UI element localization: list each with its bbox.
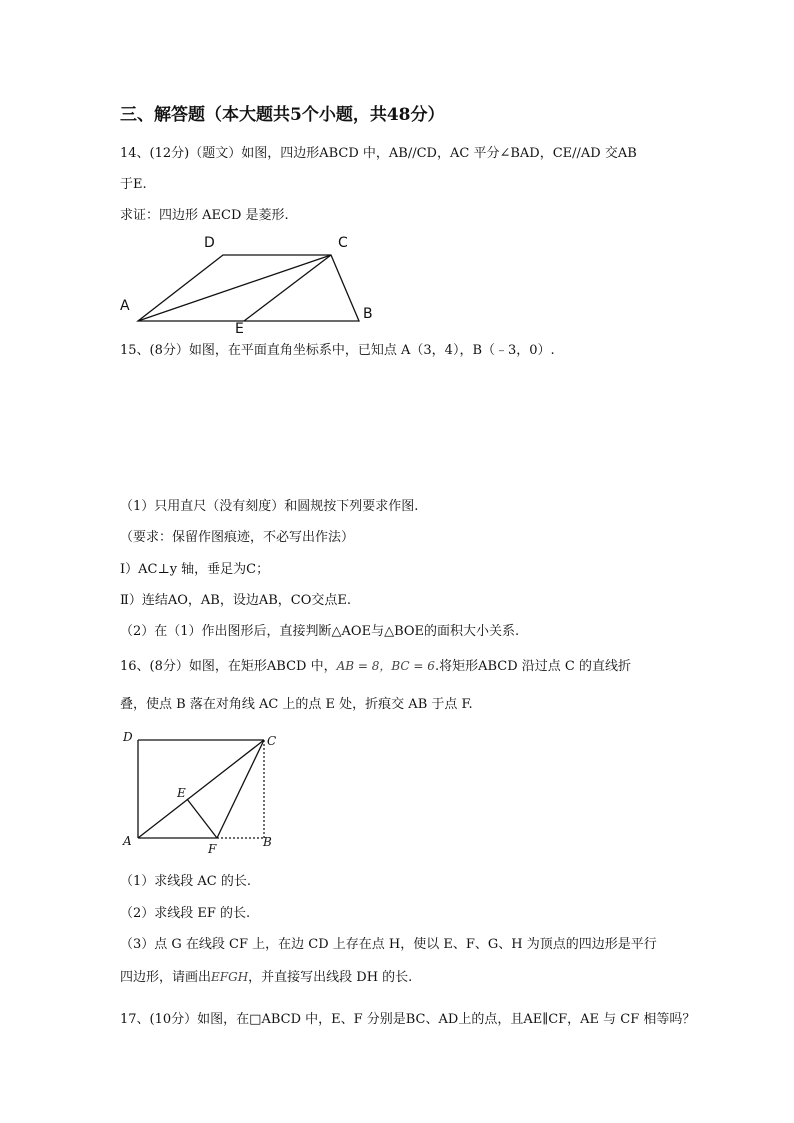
q15-part1: （1）只用直尺（没有刻度）和圆规按下列要求作图. [120, 499, 419, 514]
q15-part2: （2）在（1）作出图形后，直接判断△AOE与△BOE的面积大小关系. [120, 624, 520, 639]
q14-label-B: B [363, 306, 373, 322]
q16-text-line2: 叠，使点 B 落在对角线 AC 上的点 E 处，折痕交 AB 于点 F. [120, 697, 473, 712]
q16-label-D: D [123, 730, 133, 744]
q16-formula: AB = 8，BC = 6 [336, 659, 435, 673]
q14-label-A: A [120, 298, 130, 314]
q16-part2: （2）求线段 EF 的长. [120, 906, 251, 921]
q14-label-E: E [235, 321, 244, 337]
q16-text-line1b: .将矩形ABCD 沿过点 C 的直线折 [434, 659, 631, 674]
q15-step-ii: Ⅱ）连结AO，AB，设边AB，CO交点E. [120, 593, 351, 608]
q16-diagonal-AC [138, 740, 264, 838]
q16-label-C: C [267, 734, 277, 748]
q15-step-i: Ⅰ）AC⊥y 轴，垂足为C； [120, 562, 270, 577]
q16-label-E: E [177, 786, 186, 800]
q16-part3-line2 [120, 969, 412, 986]
section-title: 三、解答题（本大题共5个小题，共48分） [120, 105, 445, 125]
q16-part1: （1）求线段 AC 的长. [120, 874, 252, 889]
q16-label-B: B [263, 835, 272, 849]
q14-text-line2: 于E. [120, 177, 147, 192]
q16-segment-EF [187, 799, 217, 838]
q16-text-line1a: 16、(8分）如图，在矩形ABCD 中， [120, 659, 337, 674]
q16-part3-line2b: ，并直接写出线段 DH 的长. [248, 970, 413, 985]
q16-segment-CF [217, 740, 264, 838]
q15-text-line1: 15、(8分）如图，在平面直角坐标系中，已知点 A（3，4），B（﹣3，0）. [120, 343, 555, 358]
q16-label-F: F [208, 842, 217, 856]
q15-requirement: （要求：保留作图痕迹，不必写出作法） [120, 530, 355, 545]
q14-text-line1: 14、(12分)（题文）如图，四边形ABCD 中，AB//CD，AC 平分∠BAD，CE//AD 交AB [120, 146, 637, 161]
q16-formula-efgh: EFGH [211, 970, 249, 984]
q16-part3-line1: （3）点 G 在线段 CF 上，在边 CD 上存在点 H，使以 E、F、G、H 为顶点的四边形是平行 [120, 937, 657, 952]
q16-label-A: A [123, 834, 132, 848]
q14-text-line3: 求证：四边形 AECD 是菱形. [120, 208, 289, 223]
q14-label-D: D [204, 235, 215, 251]
q14-label-C: C [338, 235, 348, 251]
q17-text-line1: 17、(10分）如图，在□ABCD 中，E、F 分别是BC、AD上的点，且AE∥CF，AE 与 CF 相等吗？ [120, 1012, 696, 1027]
q16-part3-line2a: 四边形，请画出 [120, 970, 212, 985]
